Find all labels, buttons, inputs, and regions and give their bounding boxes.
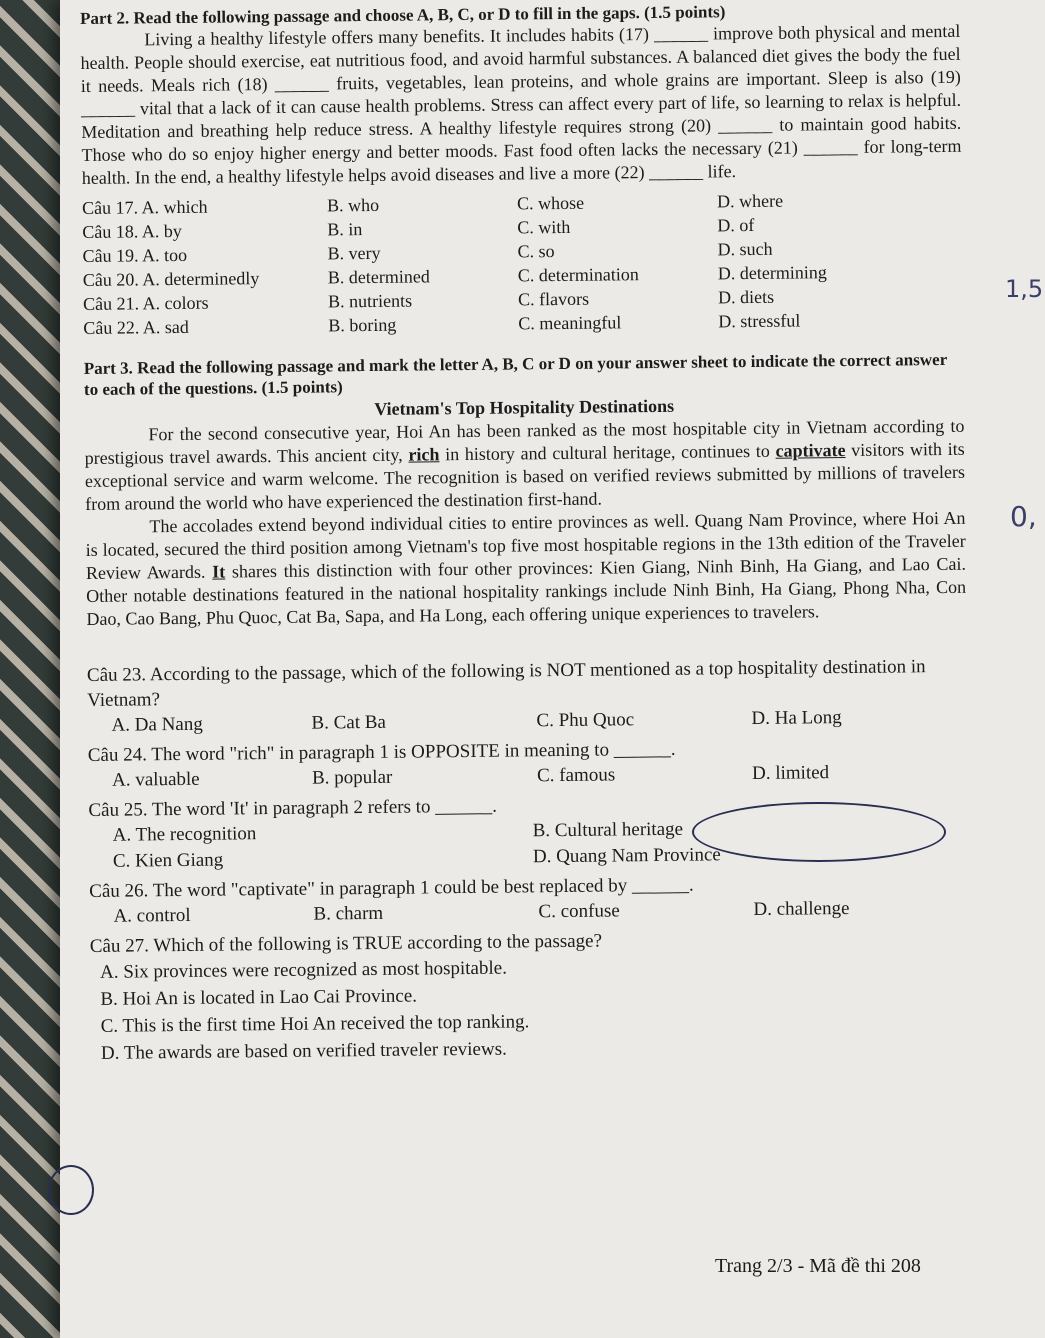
q17-label: Câu 17.: [81, 197, 139, 218]
q24-option-c[interactable]: C. famous: [536, 764, 616, 787]
word-captivate: captivate: [775, 440, 846, 461]
q25-option-c[interactable]: C. Kien Giang: [112, 849, 224, 872]
q19-option-d[interactable]: D. such: [717, 238, 773, 260]
word-it: It: [212, 561, 226, 582]
q19-label: Câu 19.: [82, 245, 139, 266]
q18-label: Câu 18.: [82, 221, 139, 242]
q22-option-c[interactable]: C. meaningful: [518, 312, 622, 334]
q19-option-c[interactable]: C. so: [517, 241, 555, 262]
q22-option-d[interactable]: D. stressful: [718, 310, 801, 332]
q25-option-d[interactable]: D. Quang Nam Province: [532, 844, 721, 868]
q26-option-c[interactable]: C. confuse: [538, 900, 620, 923]
q23-option-a[interactable]: A. Da Nang: [111, 713, 203, 736]
q25-text: Câu 25. The word 'It' in paragraph 2 refers to ______.: [88, 795, 498, 821]
para2-text-b: shares this distinction with four other provinces: Kien Giang, Ninh Binh, Ha Giang, and Lao Cai. Other notable destinations featured in the national hospitality rankings include Ninh Binh, Ha Giang, Phong Nha, Con Dao, Cao Bang, Phu Quoc, Cat Ba, Sapa, and Ha Long, each offering unique experiences to travelers.: [86, 553, 967, 629]
q18-option-a[interactable]: A. by: [141, 220, 182, 242]
q26-option-d[interactable]: D. challenge: [753, 897, 850, 920]
passage-title: Vietnam's Top Hospitality Destinations: [374, 395, 675, 419]
q26-text: Câu 26. The word "captivate" in paragraph 1 could be best replaced by ______.: [89, 874, 694, 902]
handwritten-score-part3: 0,: [1010, 500, 1037, 533]
q27-option-c[interactable]: C. This is the first time Hoi An received the top ranking.: [100, 1011, 530, 1037]
q22-option-a[interactable]: A. sad: [142, 316, 189, 338]
q25-option-a[interactable]: A. The recognition: [112, 823, 257, 846]
q21-option-c[interactable]: C. flavors: [517, 288, 590, 310]
q18-option-c[interactable]: C. with: [517, 216, 571, 238]
q23-text: Câu 23. According to the passage, which of the following is NOT mentioned as a top hospitality destination in Vietnam?: [86, 656, 926, 711]
para1-text-b: in history and cultural heritage, continues to: [445, 440, 770, 465]
question-24: [88, 734, 968, 794]
q18-option-b[interactable]: B. in: [327, 219, 363, 240]
q19-option-b[interactable]: B. very: [327, 242, 381, 264]
part2-passage: Living a healthy lifestyle offers many benefits. It includes habits (17) ______ improve both physical and mental health. People should exercise, eat nutritious food, and avoid harmful substances. A balanced diet gives the body the fuel it needs. Meals rich (18) ______ fruits, vegetables, lean proteins, and whole grains are important. Sleep is also (19) ______ vital that a lack of it can cause health problems. Stress can affect every part of life, so learning to relax is helpful. Meditation and breathing help reduce stress. A healthy lifestyle requires strong (20) ______ to maintain good habits. Those who do so enjoy higher energy and better moods. Fast food often lacks the necessary (21) ______ for long-term health. In the end, a healthy lifestyle helps avoid diseases and live a more (22) ______ life.: [80, 20, 962, 188]
q23-option-b[interactable]: B. Cat Ba: [311, 711, 387, 734]
q21-option-d[interactable]: D. diets: [717, 286, 775, 308]
q24-text: Câu 24. The word "rich" in paragraph 1 is OPPOSITE in meaning to ______.: [87, 738, 676, 766]
question-27: [90, 925, 971, 1067]
q26-option-b[interactable]: B. charm: [313, 902, 384, 925]
q24-option-b[interactable]: B. popular: [311, 766, 393, 789]
part2-question-table: [82, 187, 963, 340]
para1-text-c: visitors with its exceptional service and warm welcome. The recognition is based on verified reviews submitted by millions of travelers from around the world who have experienced the destination first-hand.: [84, 438, 966, 514]
q27-option-d[interactable]: D. The awards are based on verified traveler reviews.: [100, 1038, 507, 1064]
q22-option-b[interactable]: B. boring: [328, 314, 397, 336]
part2-heading: Part 2. Read the following passage and choose A, B, C, or D to fill in the gaps. (1.5 points): [80, 2, 726, 28]
page-footer: Trang 2/3 - Mã đề thi 208: [715, 1255, 921, 1277]
q21-option-a[interactable]: A. colors: [142, 292, 209, 314]
part3-paragraph-2: [85, 507, 966, 631]
q25-option-b[interactable]: B. Cultural heritage: [532, 818, 684, 842]
q17-option-c[interactable]: C. whose: [516, 192, 585, 214]
q20-option-d[interactable]: D. determining: [717, 262, 827, 284]
pen-circle-answer-d: [48, 1165, 94, 1215]
q21-option-b[interactable]: B. nutrients: [327, 290, 413, 312]
q20-label: Câu 20.: [82, 269, 139, 290]
q22-label: Câu 22.: [83, 317, 140, 338]
q23-option-c[interactable]: C. Phu Quoc: [536, 709, 635, 732]
para1-text-a: For the second consecutive year, Hoi An has been ranked as the most hospitable city in Vietnam according to prestigious travel awards. This ancient city,: [84, 415, 965, 468]
q17-option-d[interactable]: D. where: [716, 190, 784, 212]
q27-option-a[interactable]: A. Six provinces were recognized as most hospitable.: [99, 957, 507, 983]
q26-option-a[interactable]: A. control: [113, 904, 191, 927]
part3-paragraph-1: [84, 415, 965, 516]
word-rich: rich: [408, 444, 440, 465]
q24-option-d[interactable]: D. limited: [751, 762, 830, 785]
q17-option-a[interactable]: A. which: [141, 196, 208, 218]
q19-option-a[interactable]: A. too: [142, 244, 188, 266]
para2-text-a: The accolades extend beyond individual cities to entire provinces as well. Quang Nam Province, where Hoi An is located, secured the third position among Vietnam's top five most hospitable regions in the 13th edition of the Traveler Review Awards.: [85, 507, 966, 583]
question-23: [87, 654, 968, 739]
pen-circle-mark: [692, 802, 946, 862]
q20-option-a[interactable]: A. determinedly: [142, 268, 260, 290]
exam-page: [80, 0, 971, 1067]
handwritten-score-part2: 1,5: [1005, 275, 1044, 303]
part3-heading: Part 3. Read the following passage and mark the letter A, B, C or D on your answer sheet to indicate the correct answer to each of the questions. (1.5 points): [83, 349, 947, 399]
q21-label: Câu 21.: [82, 293, 140, 314]
q20-option-c[interactable]: C. determination: [517, 264, 639, 286]
q27-option-b[interactable]: B. Hoi An is located in Lao Cai Province.: [100, 985, 418, 1010]
q24-option-a[interactable]: A. valuable: [111, 768, 200, 791]
q18-option-d[interactable]: D. of: [717, 214, 755, 236]
question-26: [89, 870, 969, 930]
q27-text: Câu 27. Which of the following is TRUE according to the passage?: [89, 930, 603, 957]
q23-option-d[interactable]: D. Ha Long: [751, 707, 842, 730]
q20-option-b[interactable]: B. determined: [327, 266, 430, 288]
q17-option-b[interactable]: B. who: [326, 194, 380, 216]
